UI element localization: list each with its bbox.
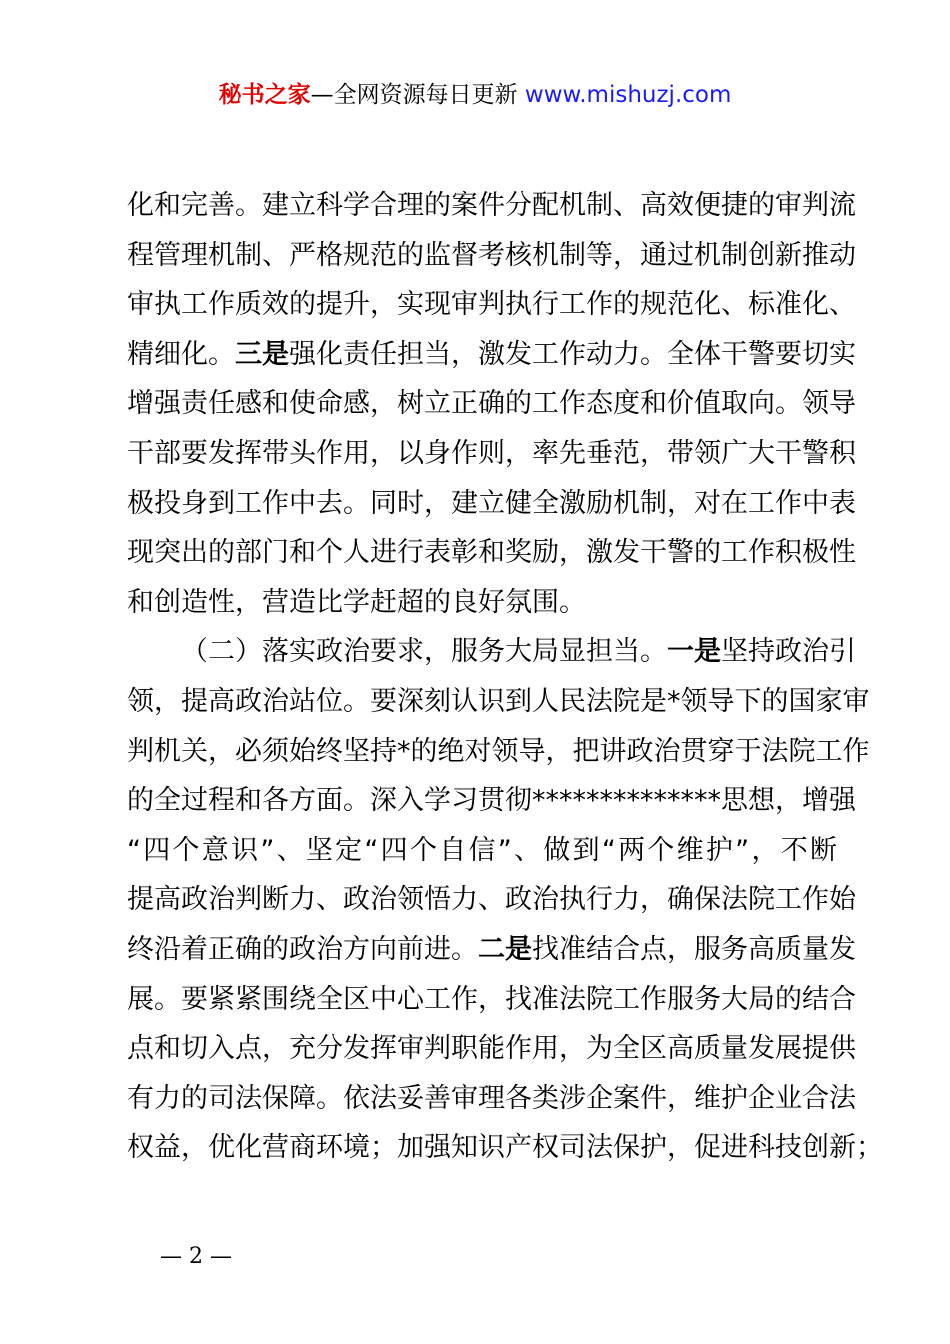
text-line <box>127 528 856 578</box>
text-segment: 领，提高政治站位。要深刻认识到人民法院是*领导下的国家审 <box>127 685 870 717</box>
text-segment: 找准结合点，服务高质量发 <box>532 933 856 965</box>
site-url-link[interactable]: www.mishuzj.com <box>524 82 732 108</box>
text-line <box>127 677 870 727</box>
text-segment: 坚持政治引 <box>721 636 856 668</box>
document-body <box>127 181 883 1173</box>
text-segment: 有力的司法保障。依法妥善审理各类涉企案件，维护企业合法 <box>127 1082 856 1114</box>
text-line <box>127 776 856 826</box>
text-segment: 化和完善。建立科学合理的案件分配机制、高效便捷的审判流 <box>127 190 856 221</box>
text-segment: （二）落实政治要求，服务大局显担当。 <box>181 636 667 668</box>
page-number: — 2 — <box>160 1244 232 1269</box>
brand-name: 秘书之家 <box>218 82 311 108</box>
text-segment: 权益，优化营商环境；加强知识产权司法保护，促进科技创新； <box>127 1132 883 1164</box>
text-segment: 终沿着正确的政治方向前进。 <box>127 933 478 965</box>
text-line <box>127 826 837 876</box>
text-segment: 的全过程和各方面。深入学习贯彻**************思想，增强 <box>127 785 856 817</box>
text-line <box>127 231 856 281</box>
bold-ordinal: 三是 <box>235 338 289 370</box>
site-header <box>0 78 950 112</box>
text-line <box>127 925 856 975</box>
text-line <box>127 181 856 231</box>
header-slogan: —全网资源每日更新 <box>310 82 525 108</box>
text-segment: “四个意识”、坚定“四个自信”、做到“两个维护”，不断 <box>127 834 837 866</box>
text-segment: 现突出的部门和个人进行表彰和奖励，激发干警的工作积极性 <box>127 537 856 569</box>
text-line <box>127 975 856 1025</box>
text-line <box>127 429 856 479</box>
text-segment: 判机关，必须始终坚持*的绝对领导，把讲政治贯穿于法院工作 <box>127 735 870 767</box>
text-line <box>127 627 856 677</box>
text-segment: 增强责任感和使命感，树立正确的工作态度和价值取向。领导 <box>127 388 856 420</box>
text-segment: 程管理机制、严格规范的监督考核机制等，通过机制创新推动 <box>127 239 856 271</box>
text-segment: 提高政治判断力、政治领悟力、政治执行力，确保法院工作始 <box>127 884 856 916</box>
text-segment: 干部要发挥带头作用，以身作则，率先垂范，带领广大干警积 <box>127 437 856 469</box>
text-line <box>127 727 870 777</box>
bold-ordinal: 二是 <box>478 933 532 965</box>
text-segment: 审执工作质效的提升，实现审判执行工作的规范化、标准化、 <box>127 289 856 321</box>
text-line <box>127 280 856 330</box>
text-line <box>127 479 856 529</box>
text-segment: 点和切入点，充分发挥审判职能作用，为全区高质量发展提供 <box>127 1033 856 1065</box>
text-line <box>127 578 837 628</box>
text-segment: 强化责任担当，激发工作动力。全体干警要切实 <box>289 338 856 370</box>
bold-ordinal: 一是 <box>667 636 721 668</box>
text-segment: 和创造性，营造比学赶超的良好氛围。 <box>127 586 586 618</box>
text-line <box>127 875 856 925</box>
text-line <box>127 1074 856 1124</box>
text-line <box>127 1123 883 1173</box>
text-line <box>127 1024 856 1074</box>
text-line <box>127 330 856 380</box>
text-segment: 极投身到工作中去。同时，建立健全激励机制，对在工作中表 <box>127 487 856 519</box>
text-segment: 精细化。 <box>127 338 235 370</box>
text-segment: 展。要紧紧围绕全区中心工作，找准法院工作服务大局的结合 <box>127 983 856 1015</box>
text-line <box>127 379 856 429</box>
